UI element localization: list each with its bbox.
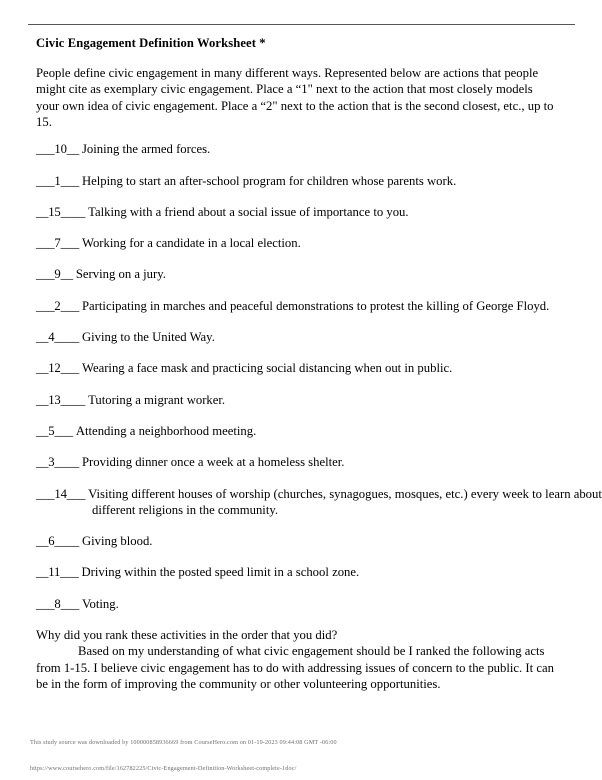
list-item <box>36 392 602 408</box>
rank-blank-field[interactable]: __4____ <box>36 330 82 345</box>
rank-blank-field[interactable]: __3____ <box>36 455 82 470</box>
list-item <box>36 298 602 314</box>
list-item <box>36 423 602 439</box>
list-item-label: Providing dinner once a week at a homeless shelter. <box>81 455 345 470</box>
closing-question: Why did you rank these activities in the order that you did? <box>36 628 338 643</box>
list-item-label: Joining the armed forces. <box>81 142 211 157</box>
rank-blank-field[interactable]: ___8___ <box>36 596 82 611</box>
header-rule <box>28 24 575 25</box>
list-item-label: Voting. <box>81 596 119 611</box>
list-item-label: Wearing a face mask and practicing social distancing when out in public. <box>81 361 453 376</box>
list-item <box>36 204 602 220</box>
rank-blank-field[interactable]: __13____ <box>36 392 89 407</box>
page-title: Civic Engagement Definition Worksheet * <box>36 36 266 50</box>
closing-answer: Based on my understanding of what civic engagement should be I ranked the following acts from 1-15. I believe civic engagement has to do with addressing issues of concern to the public. It can be in the form of improving the community or other volunteering opportunities. <box>36 644 554 691</box>
rank-blank-field[interactable]: __11___ <box>36 565 82 580</box>
list-item <box>36 173 602 189</box>
list-item <box>36 564 602 580</box>
list-item <box>36 141 602 157</box>
list-item-label: Helping to start an after-school program for children whose parents work. <box>81 173 457 188</box>
rank-blank-field[interactable]: ___14___ <box>36 486 89 501</box>
list-item <box>36 533 602 549</box>
list-item <box>36 329 602 345</box>
list-item-label: Participating in marches and peaceful demonstrations to protest the killing of George Floyd. <box>81 298 550 313</box>
rank-blank-field[interactable]: __15____ <box>36 204 89 219</box>
list-item-label: Tutoring a migrant worker. <box>88 392 226 407</box>
rank-blank-field[interactable]: ___9__ <box>36 267 76 282</box>
list-item-label: Giving to the United Way. <box>81 330 215 345</box>
list-item-label: Attending a neighborhood meeting. <box>75 423 257 438</box>
list-item-label: Serving on a jury. <box>75 267 166 282</box>
list-item-label: Driving within the posted speed limit in a school zone. <box>81 565 360 580</box>
list-item-label: Giving blood. <box>81 534 153 549</box>
footer-download-notice <box>30 739 590 747</box>
list-item <box>36 235 602 251</box>
list-item-label: Talking with a friend about a social issue of importance to you. <box>88 204 409 219</box>
rank-blank-field[interactable]: ___7___ <box>36 236 82 251</box>
list-item-label: Working for a candidate in a local election. <box>81 236 301 251</box>
footer-download-text: This study source was downloaded by 100000858936669 from CourseHero.com on 01-19-2023 09:44:08 GMT -06:00 <box>30 739 337 746</box>
ranking-list <box>36 141 602 612</box>
list-item <box>36 454 602 470</box>
document-body <box>36 36 602 692</box>
footer-source-url <box>30 765 590 773</box>
list-item <box>36 596 602 612</box>
list-item-label: Visiting different houses of worship (churches, synagogues, mosques, etc.) every week to learn about different religions in the community. <box>88 486 602 517</box>
rank-blank-field[interactable]: ___10__ <box>36 142 82 157</box>
rank-blank-field[interactable]: __12___ <box>36 361 82 376</box>
list-item <box>36 360 602 376</box>
intro-paragraph: People define civic engagement in many different ways. Represented below are actions that people might cite as exemplary civic engagement. Place a “1" next to the action that most closely models your own idea of civic engagement. Place a “2" next to the action that is the second closest, etc., up to 15. <box>36 66 554 129</box>
rank-blank-field[interactable]: __6____ <box>36 534 82 549</box>
rank-blank-field[interactable]: ___1___ <box>36 173 82 188</box>
rank-blank-field[interactable]: ___2___ <box>36 298 82 313</box>
list-item <box>36 266 602 282</box>
list-item <box>36 486 602 519</box>
rank-blank-field[interactable]: __5___ <box>36 423 76 438</box>
footer-url-text: https://www.coursehero.com/file/162782225/Civic-Engagement-Definition-Worksheet-complete-1doc/ <box>30 765 297 772</box>
